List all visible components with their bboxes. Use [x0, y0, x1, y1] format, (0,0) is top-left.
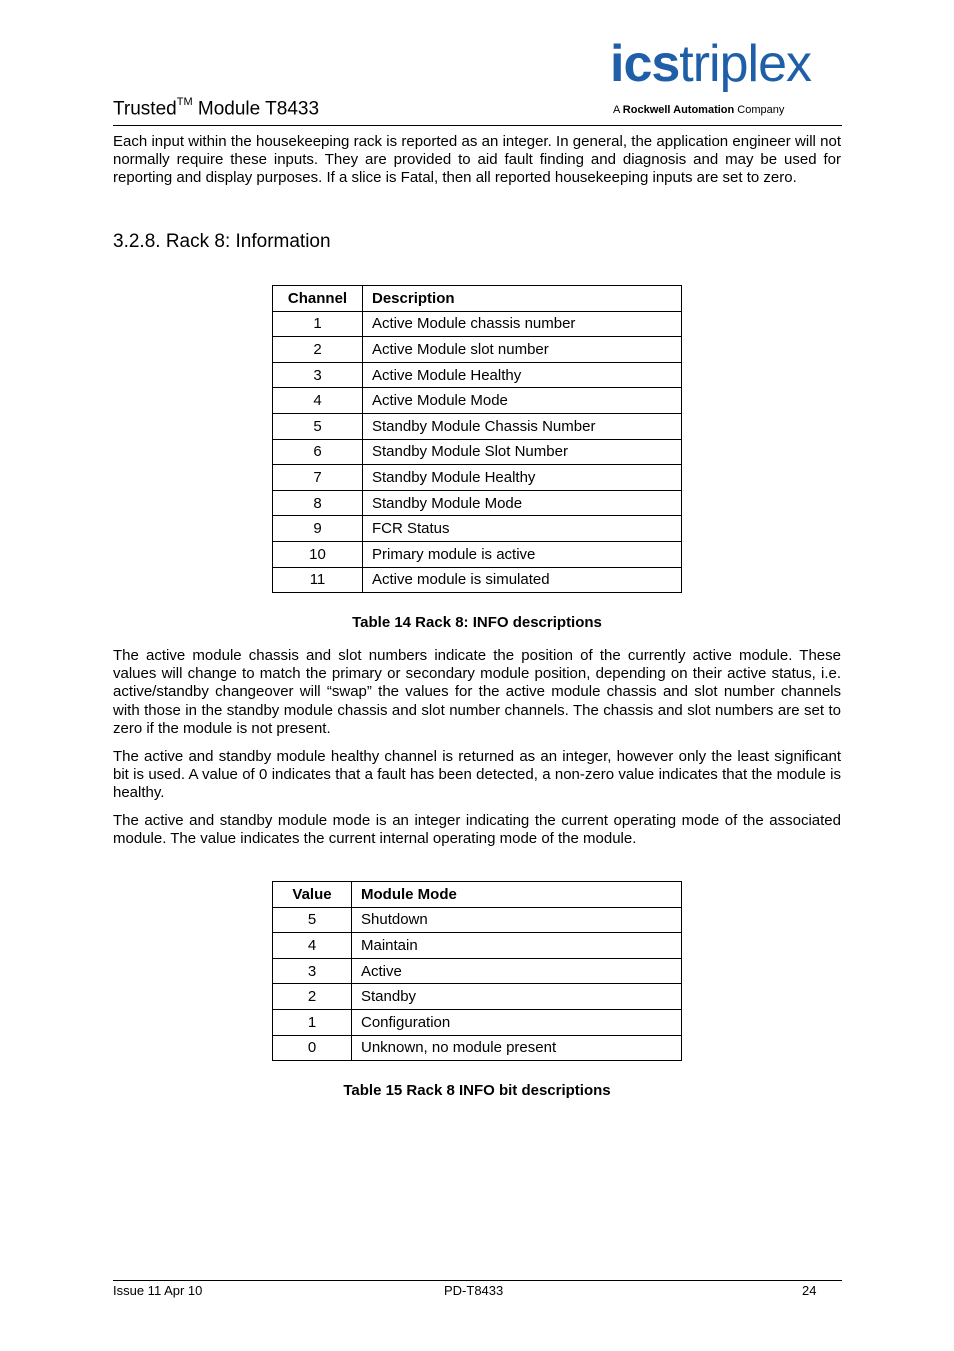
table-rack8-info	[272, 285, 682, 593]
cell-number: 3	[273, 362, 363, 388]
footer-doc-id: PD-T8433	[444, 1283, 504, 1298]
cell-number: 8	[273, 490, 363, 516]
intro-paragraph: Each input within the housekeeping rack is reported as an integer. In general, the application engineer will not normally require these inputs. They are provided to aid fault finding and diagnosis and may be used for reporting and display purposes. If a slice is Fatal, then all reported housekeeping inputs are set to zero.	[113, 133, 841, 187]
header-title-prefix: Trusted	[113, 98, 177, 120]
cell-text: Standby Module Chassis Number	[363, 413, 682, 439]
table14-caption: Table 14 Rack 8: INFO descriptions	[352, 614, 602, 631]
logo-wordmark	[610, 35, 812, 93]
section-heading: 3.2.8. Rack 8: Information	[113, 231, 331, 252]
cell-number: 7	[273, 465, 363, 491]
table-module-mode	[272, 881, 682, 1061]
cell-text: Active module is simulated	[363, 567, 682, 593]
table-row	[273, 413, 682, 439]
cell-number: 5	[273, 907, 352, 933]
paragraph-mode: The active and standby module mode is an integer indicating the current operating mode of the associated module. The value indicates the current internal operating mode of the module.	[113, 812, 841, 848]
table-row	[273, 439, 682, 465]
table-row	[273, 311, 682, 337]
cell-text: Unknown, no module present	[352, 1035, 682, 1061]
logo-tagline: A Rockwell Automation Company	[613, 104, 785, 116]
footer-page-number: 24	[802, 1283, 817, 1298]
footer-divider	[113, 1280, 842, 1281]
cell-number: 3	[273, 958, 352, 984]
cell-number: 4	[273, 933, 352, 959]
cell-number: 2	[273, 984, 352, 1010]
table-header-row	[273, 286, 682, 312]
cell-text: Primary module is active	[363, 541, 682, 567]
table-row	[273, 1035, 682, 1061]
cell-text: Active	[352, 958, 682, 984]
cell-number: 11	[273, 567, 363, 593]
cell-text: Active Module slot number	[363, 337, 682, 363]
cell-number: 9	[273, 516, 363, 542]
table-row	[273, 337, 682, 363]
table-row	[273, 541, 682, 567]
cell-number: 6	[273, 439, 363, 465]
column-header-value: Value	[273, 882, 352, 908]
table-row	[273, 465, 682, 491]
cell-text: FCR Status	[363, 516, 682, 542]
table-row	[273, 490, 682, 516]
table-row	[273, 516, 682, 542]
cell-text: Maintain	[352, 933, 682, 959]
ics-triplex-logo	[610, 35, 845, 120]
table-row	[273, 933, 682, 959]
table15-caption: Table 15 Rack 8 INFO bit descriptions	[343, 1082, 611, 1099]
logo-triplex: triplex	[679, 35, 812, 93]
table-header-row	[273, 882, 682, 908]
cell-text: Active Module Healthy	[363, 362, 682, 388]
cell-number: 5	[273, 413, 363, 439]
trademark-sup: TM	[176, 96, 193, 108]
cell-number: 10	[273, 541, 363, 567]
cell-number: 0	[273, 1035, 352, 1061]
page-header-title	[113, 98, 319, 120]
cell-number: 2	[273, 337, 363, 363]
cell-number: 1	[273, 311, 363, 337]
logo-ics: ics	[610, 35, 680, 93]
table-row	[273, 984, 682, 1010]
cell-text: Active Module chassis number	[363, 311, 682, 337]
header-title-suffix: Module T8433	[192, 98, 320, 120]
header-divider	[113, 125, 842, 126]
table-row	[273, 567, 682, 593]
cell-text: Standby Module Mode	[363, 490, 682, 516]
table-row	[273, 958, 682, 984]
paragraph-chassis-slot: The active module chassis and slot numbers indicate the position of the currently active module. These values will change to match the primary or secondary module position, depending on their active status, i.e. active/standby changeover will “swap” the values for the active module chassis and slot number channels with those in the standby module chassis and slot number channels. The chassis and slot numbers are set to zero if the module is not present.	[113, 647, 841, 737]
cell-text: Standby Module Slot Number	[363, 439, 682, 465]
column-header-description: Description	[363, 286, 682, 312]
column-header-module-mode: Module Mode	[352, 882, 682, 908]
table-row	[273, 1009, 682, 1035]
cell-text: Active Module Mode	[363, 388, 682, 414]
cell-text: Shutdown	[352, 907, 682, 933]
cell-text: Standby	[352, 984, 682, 1010]
table-row	[273, 362, 682, 388]
footer-issue: Issue 11 Apr 10	[113, 1283, 203, 1298]
cell-text: Configuration	[352, 1009, 682, 1035]
cell-text: Standby Module Healthy	[363, 465, 682, 491]
paragraph-healthy: The active and standby module healthy channel is returned as an integer, however only the least significant bit is used. A value of 0 indicates that a fault has been detected, a non-zero value indicates that the module is healthy.	[113, 748, 841, 802]
cell-number: 4	[273, 388, 363, 414]
table-row	[273, 907, 682, 933]
table-row	[273, 388, 682, 414]
column-header-channel: Channel	[273, 286, 363, 312]
cell-number: 1	[273, 1009, 352, 1035]
